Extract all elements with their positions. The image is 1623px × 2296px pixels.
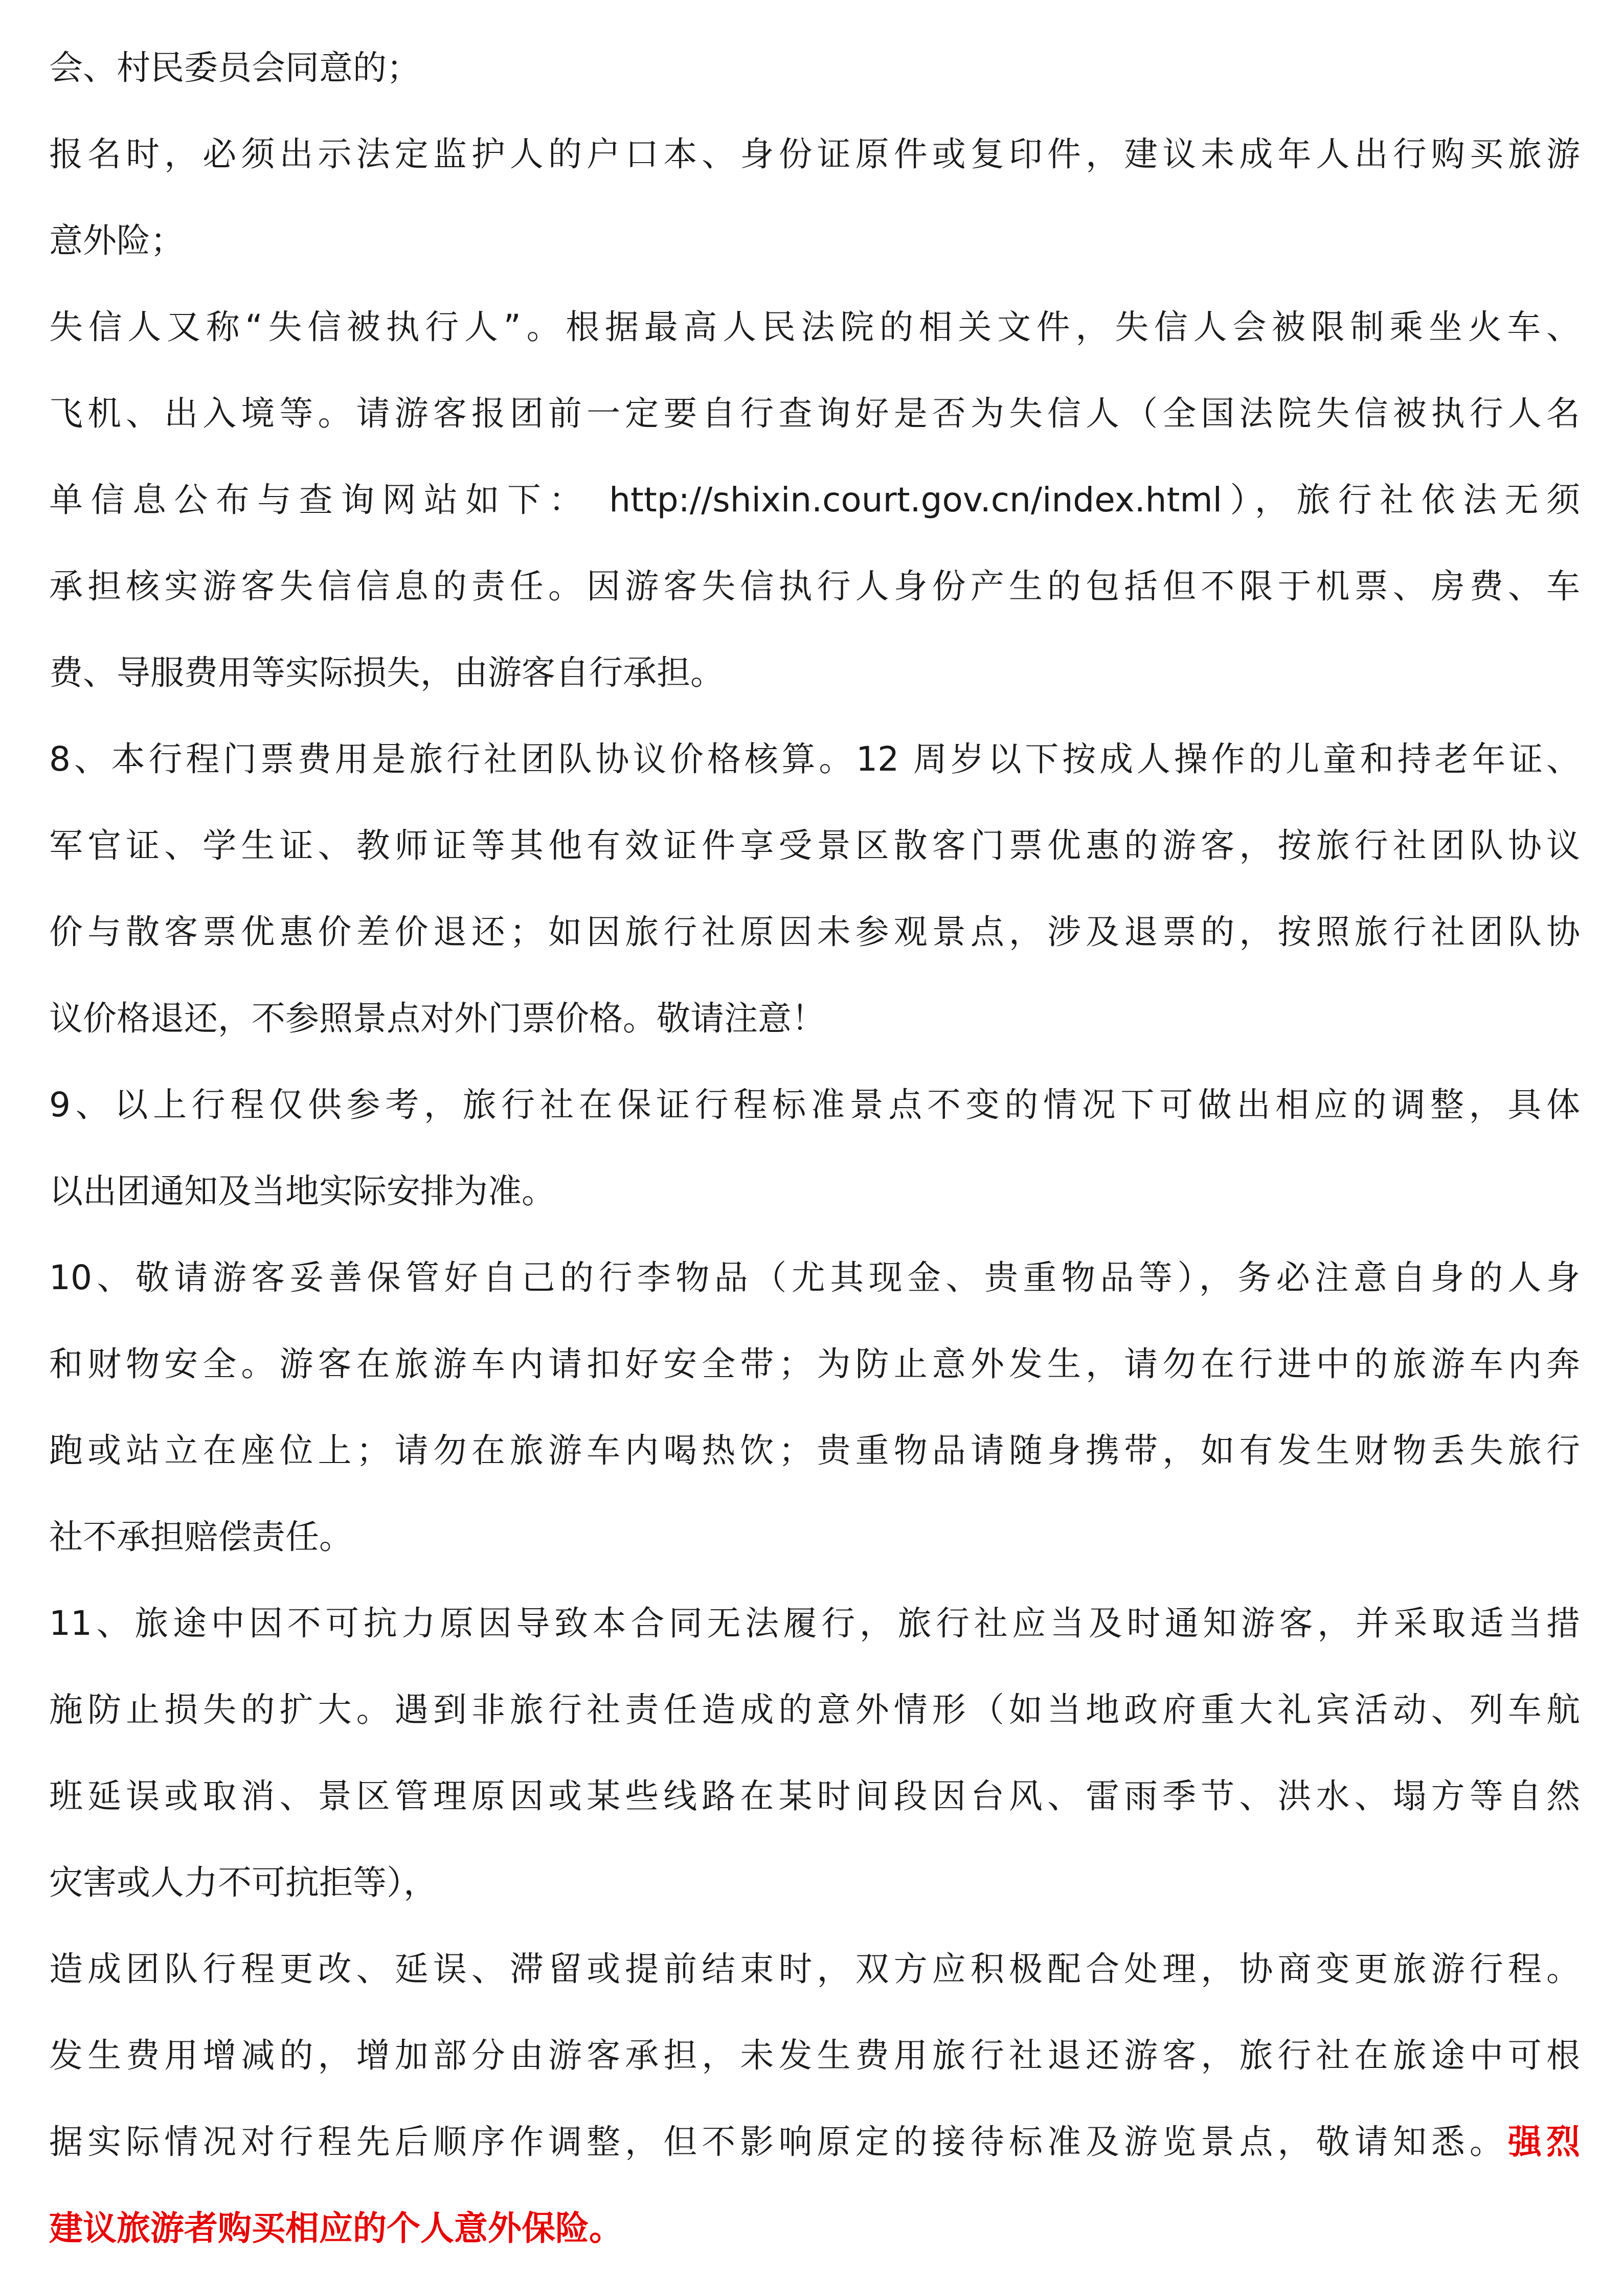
text-line [49,457,1580,543]
line-text: 班延误或取消、景区管理原因或某些线路在某时间段因台风、雷雨季节、洪水、塌方等自然 [49,1776,1580,1816]
line-text: 造成团队行程更改、延误、滞留或提前结束时，双方应积极配合处理，协商变更旅游行程。 [49,1949,1580,1989]
line-text: 议价格退还，不参照景点对外门票价格。敬请注意！ [49,999,825,1038]
text-line [49,284,1580,370]
text-line [49,2012,1580,2099]
text-line [49,1234,1580,1321]
text-line [49,2185,1580,2271]
line-text: 9、以上行程仅供参考，旅行社在保证行程标准景点不变的情况下可做出相应的调整，具体 [49,1085,1580,1124]
text-line [49,197,1580,284]
line-text: 报名时，必须出示法定监护人的户口本、身份证原件或复印件，建议未成年人出行购买旅游 [49,134,1580,174]
text-line [49,802,1580,889]
text-line [49,2099,1580,2185]
line-text: 会、村民委员会同意的； [49,48,420,87]
text-line [49,111,1580,197]
text-line [49,543,1580,629]
text-line [49,629,1580,716]
text-line [49,975,1580,1062]
line-text: 军官证、学生证、教师证等其他有效证件享受景区散客门票优惠的游客，按旅行社团队协议 [49,826,1580,865]
text-line [49,716,1580,802]
insurance-recommendation: 建议旅游者购买相应的个人意外保险。 [49,2209,623,2248]
insurance-recommendation: 强烈 [1507,2122,1581,2162]
line-text: 施防止损失的扩大。遇到非旅行社责任造成的意外情形（如当地政府重大礼宾活动、列车航 [49,1690,1580,1729]
line-text: 跑或站立在座位上；请勿在旅游车内喝热饮；贵重物品请随身携带，如有发生财物丢失旅行 [49,1431,1580,1470]
text-line [49,1580,1580,1667]
text-line [49,1062,1580,1148]
text-line [49,1839,1580,1926]
line-text: 和财物安全。游客在旅游车内请扣好安全带；为防止意外发生，请勿在行进中的旅游车内奔 [49,1344,1580,1384]
line-text: 价与散客票优惠价差价退还；如因旅行社原因未参观景点，涉及退票的，按照旅行社团队协 [49,912,1580,952]
text-line [49,1926,1580,2012]
text-line [49,1321,1580,1407]
line-text: 单信息公布与查询网站如下： http://shixin.court.gov.cn/index.html），旅行社依法无须 [49,480,1580,520]
line-text: 发生费用增减的，增加部分由游客承担，未发生费用旅行社退还游客，旅行社在旅途中可根 [49,2036,1580,2075]
text-line [49,1494,1580,1580]
line-text: 意外险； [49,221,184,260]
line-text: 10、敬请游客妥善保管好自己的行李物品（尤其现金、贵重物品等），务必注意自身的人身 [49,1258,1580,1297]
text-line [49,1753,1580,1839]
line-text: 据实际情况对行程先后顺序作调整，但不影响原定的接待标准及游览景点，敬请知悉。 [49,2122,1508,2162]
text-line [49,1407,1580,1494]
text-line [49,25,1580,111]
document-body [49,25,1580,2271]
line-text: 灾害或人力不可抗拒等）， [49,1863,437,1902]
line-text: 社不承担赔偿责任。 [49,1517,353,1557]
line-text: 失信人又称“失信被执行人”。根据最高人民法院的相关文件，失信人会被限制乘坐火车、 [49,307,1580,347]
text-line [49,889,1580,975]
line-text: 承担核实游客失信信息的责任。因游客失信执行人身份产生的包括但不限于机票、房费、车 [49,567,1580,606]
line-text: 以出团通知及当地实际安排为准。 [49,1172,555,1211]
line-text: 飞机、出入境等。请游客报团前一定要自行查询好是否为失信人（全国法院失信被执行人名 [49,394,1580,433]
line-text: 11、旅途中因不可抗力原因导致本合同无法履行，旅行社应当及时通知游客，并采取适当措 [49,1604,1580,1643]
line-text: 费、导服费用等实际损失，由游客自行承担。 [49,653,724,692]
text-line [49,370,1580,457]
line-text: 8、本行程门票费用是旅行社团队协议价格核算。12 周岁以下按成人操作的儿童和持老年证、 [49,739,1580,779]
text-line [49,1667,1580,1753]
text-line [49,1148,1580,1234]
